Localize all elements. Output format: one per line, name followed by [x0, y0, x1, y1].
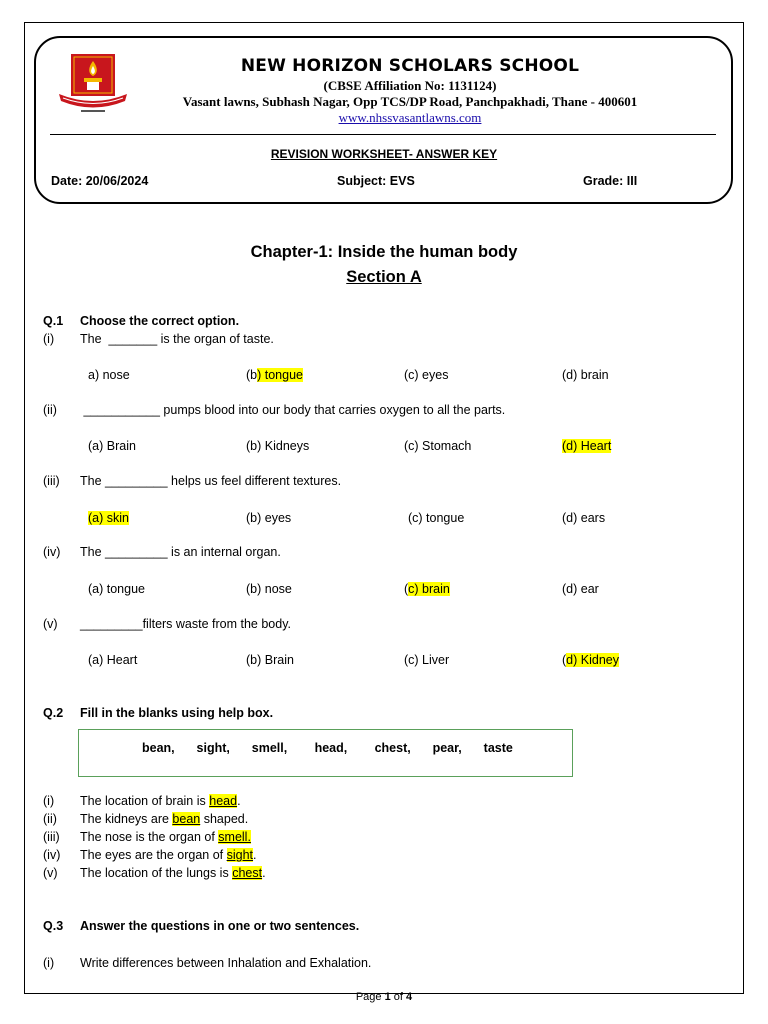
section-title [0, 268, 768, 287]
option-text: (d) ear [562, 582, 599, 596]
answer-highlight: d) Kidney [566, 653, 619, 667]
fill-text: The nose is the organ of [80, 830, 219, 844]
school-name: NEW HORIZON SCHOLARS SCHOOL [240, 56, 580, 76]
worksheet-title: REVISION WORKSHEET- ANSWER KEY [270, 147, 498, 161]
fill-answer: sight [226, 848, 254, 862]
option-c [404, 439, 471, 453]
fill-text: The location of brain is [80, 794, 210, 808]
option-c [404, 653, 449, 667]
fill-answer: chest [232, 866, 263, 880]
affiliation-number: (CBSE Affiliation No: 1131124) [323, 78, 497, 93]
option-d [562, 439, 611, 453]
answer-highlight: (d) Heart [562, 439, 612, 453]
section-title-text: Section A [346, 268, 422, 286]
page-total: 4 [406, 991, 413, 1003]
of-word: of [390, 991, 407, 1003]
fill-text-after: . [237, 794, 241, 808]
fill-number: (ii) [43, 812, 57, 826]
question-number: (i) [43, 332, 55, 346]
page-footer [0, 991, 768, 1003]
fill-sentence [80, 866, 266, 880]
option-text: (a) Heart [88, 653, 138, 667]
fill-text: The location of the lungs is [80, 866, 233, 880]
school-logo [57, 52, 129, 116]
question-number: (ii) [43, 403, 57, 417]
option-text: (c) Liver [404, 653, 450, 667]
question-number: (iii) [43, 474, 60, 488]
option-text: (b) eyes [246, 511, 292, 525]
q1-number: Q.1 [43, 314, 64, 328]
question-text: The _________ helps us feel different textures. [80, 474, 342, 488]
option-d [562, 653, 619, 667]
option-text: (d) ears [562, 511, 606, 525]
fill-text: The kidneys are [80, 812, 173, 826]
question-number: (iv) [43, 545, 61, 559]
option-text: (c) eyes [404, 368, 449, 382]
answer-highlight: ) tongue [257, 368, 303, 382]
fill-number: (i) [43, 794, 55, 808]
option-text: ( [404, 582, 409, 596]
fill-sentence [80, 830, 251, 844]
fill-answer: bean [172, 812, 201, 826]
fill-text-after: . [253, 848, 257, 862]
fill-number: (iv) [43, 848, 61, 862]
question-number: (i) [43, 956, 55, 970]
answer-highlight: (a) skin [88, 511, 129, 525]
q3-number: Q.3 [43, 919, 64, 933]
fill-text-after: shaped. [200, 812, 249, 826]
option-b [246, 439, 309, 453]
option-text: a) nose [88, 368, 130, 382]
option-text: (b) nose [246, 582, 292, 596]
option-d [562, 582, 599, 596]
fill-answer: head [209, 794, 238, 808]
page-number: 1 [384, 991, 391, 1003]
answer-highlight: c) brain [408, 582, 450, 596]
fill-number: (v) [43, 866, 58, 880]
option-text: ( [562, 653, 567, 667]
help-box-words: bean, sight, smell, head, chest, pear, taste [142, 741, 513, 755]
option-text: (c) tongue [408, 511, 465, 525]
chapter-title: Chapter-1: Inside the human body [250, 243, 518, 261]
fill-answer: smell. [218, 830, 251, 844]
option-d [562, 511, 605, 525]
q2-heading: Fill in the blanks using help box. [80, 706, 274, 720]
fill-sentence [80, 794, 241, 808]
fill-text-after: . [262, 866, 266, 880]
page-word: Page [355, 991, 385, 1003]
q1-heading: Choose the correct option. [80, 314, 240, 328]
option-text: (b) Brain [246, 653, 294, 667]
option-text: (c) Stomach [404, 439, 472, 453]
option-a [88, 511, 129, 525]
option-a [88, 653, 137, 667]
option-text: (b [246, 368, 258, 382]
subject-label: Subject: EVS [337, 174, 415, 188]
question-number: (v) [43, 617, 58, 631]
question-text: The _________ is an internal organ. [80, 545, 281, 559]
option-b [246, 511, 291, 525]
question-text: The _______ is the organ of taste. [80, 332, 274, 346]
option-a [88, 582, 145, 596]
option-c [404, 368, 448, 382]
q2-number: Q.2 [43, 706, 64, 720]
fill-sentence [80, 848, 257, 862]
question-text: _________filters waste from the body. [80, 617, 292, 631]
fill-number: (iii) [43, 830, 60, 844]
grade-label: Grade: III [583, 174, 638, 188]
fill-sentence [80, 812, 248, 826]
website-line [140, 110, 680, 126]
option-b [246, 582, 292, 596]
option-d [562, 368, 609, 382]
option-text: (b) Kidneys [246, 439, 310, 453]
option-b [246, 653, 294, 667]
q3-heading: Answer the questions in one or two sentences. [80, 919, 360, 933]
school-address: Vasant lawns, Subhash Nagar, Opp TCS/DP Road, Panchpakhadi, Thane - 400601 [182, 94, 638, 109]
question-text: ___________ pumps blood into our body that carries oxygen to all the parts. [80, 403, 506, 417]
option-text: (a) Brain [88, 439, 136, 453]
option-c [408, 511, 464, 525]
option-a [88, 439, 136, 453]
header-divider [50, 134, 716, 135]
website-link[interactable]: www.nhssvasantlawns.com [338, 110, 482, 125]
option-c [404, 582, 450, 596]
date-label: Date: 20/06/2024 [51, 174, 149, 188]
question-text: Write differences between Inhalation and Exhalation. [80, 956, 372, 970]
option-text: (d) brain [562, 368, 609, 382]
option-text: (a) tongue [88, 582, 145, 596]
fill-text: The eyes are the organ of [80, 848, 227, 862]
option-a [88, 368, 130, 382]
option-b [246, 368, 303, 382]
